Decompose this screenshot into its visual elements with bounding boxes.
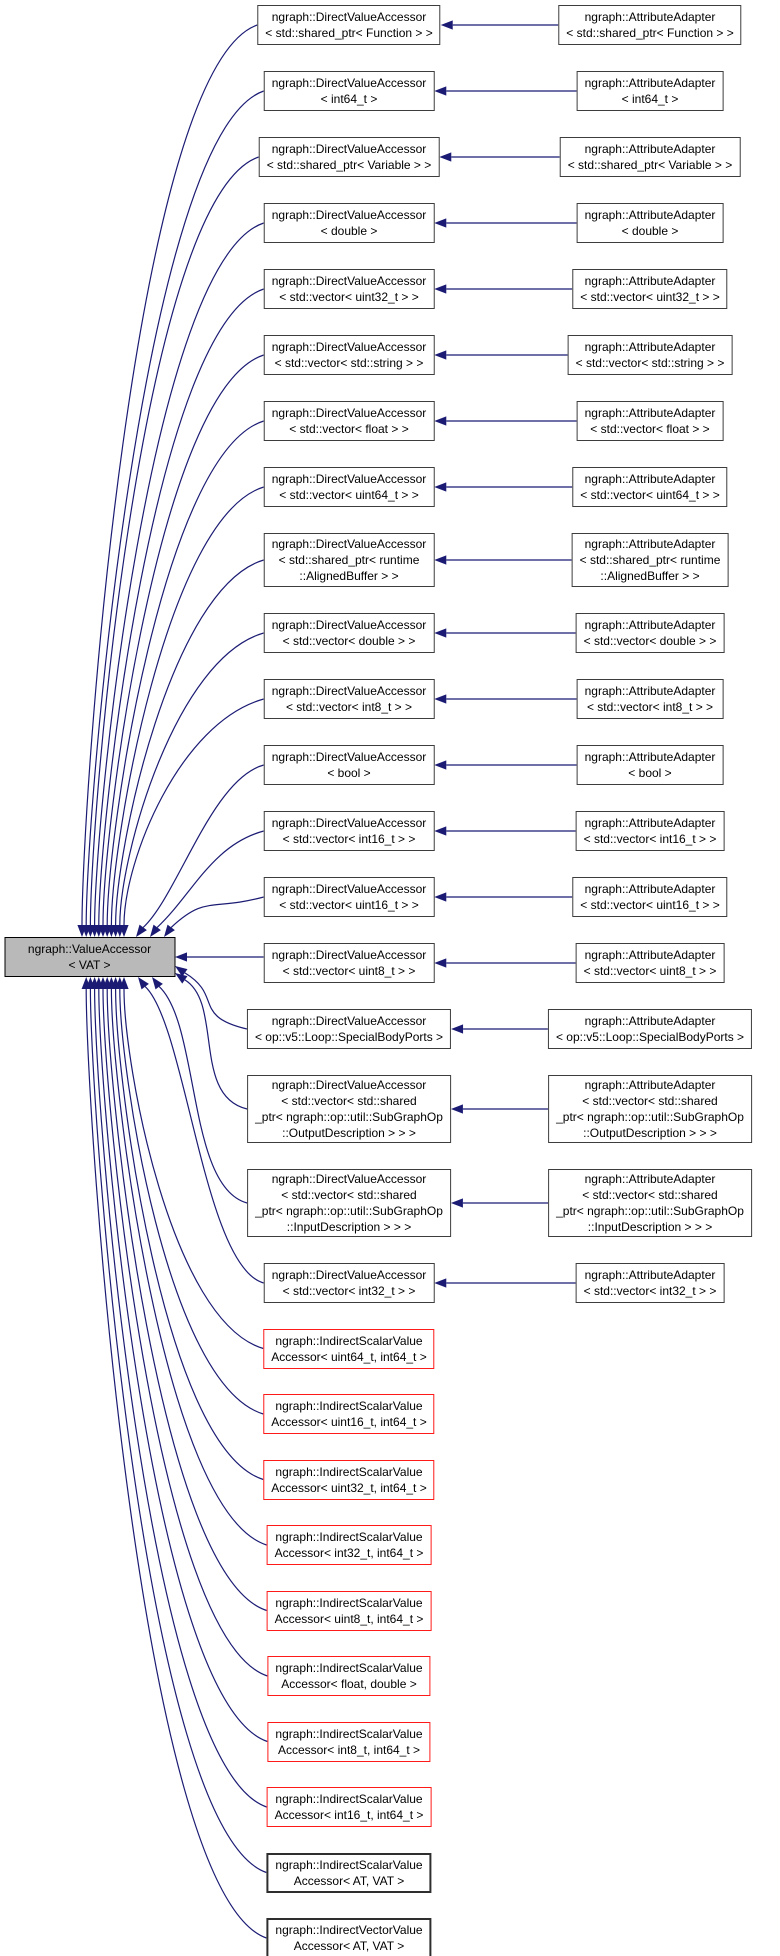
derived-class-node[interactable] bbox=[247, 1009, 451, 1049]
derived-class-node[interactable] bbox=[267, 1787, 432, 1827]
adapter-class-node[interactable] bbox=[577, 71, 724, 111]
derived-class-node[interactable] bbox=[264, 533, 435, 587]
derived-class-node[interactable] bbox=[264, 877, 435, 917]
class-label-line: ngraph::IndirectScalarValue bbox=[275, 1726, 423, 1741]
inheritance-edge bbox=[99, 289, 264, 925]
class-label-line: ngraph::IndirectScalarValue bbox=[275, 1399, 423, 1413]
class-label-line: ngraph::DirectValueAccessor bbox=[271, 208, 427, 222]
class-label-line: < std::vector< uint16_t > > bbox=[580, 898, 720, 912]
adapter-class-node[interactable] bbox=[577, 745, 724, 785]
inheritance-edge bbox=[82, 25, 257, 925]
derived-class-node[interactable] bbox=[267, 1656, 430, 1696]
class-label-line: < op::v5::Loop::SpecialBodyPorts > bbox=[254, 1030, 444, 1044]
adapter-class-node[interactable] bbox=[576, 943, 725, 983]
derived-class-node[interactable] bbox=[264, 269, 435, 309]
class-label-line: < std::vector< uint32_t > > bbox=[580, 290, 720, 304]
derived-class-node[interactable] bbox=[267, 1525, 432, 1565]
inheritance-arrowhead bbox=[439, 152, 451, 161]
root-class-node[interactable] bbox=[4, 937, 175, 977]
class-label-line: < int64_t > bbox=[621, 92, 679, 106]
inheritance-arrowhead bbox=[175, 973, 187, 984]
class-label-line: _ptr< ngraph::op::util::SubGraphOp bbox=[556, 1204, 744, 1218]
class-label-line: ngraph::IndirectScalarValue bbox=[275, 1661, 423, 1675]
class-label-line: < std::shared_ptr< Function > > bbox=[265, 26, 433, 40]
class-label-line: ngraph::DirectValueAccessor bbox=[271, 472, 427, 486]
class-label-line: < std::vector< uint32_t > > bbox=[279, 290, 419, 304]
class-label-line: ::InputDescription > > > bbox=[587, 1220, 713, 1234]
class-label-line: Accessor< AT, VAT > bbox=[293, 1939, 405, 1953]
class-label-line: ngraph::AttributeAdapter bbox=[584, 948, 716, 962]
class-label-line: ngraph::IndirectScalarValue bbox=[275, 1333, 423, 1348]
inheritance-arrowhead bbox=[150, 925, 161, 937]
adapter-class-node[interactable] bbox=[577, 401, 724, 441]
class-label-line: ngraph::AttributeAdapter bbox=[584, 1172, 716, 1186]
derived-class-node[interactable] bbox=[264, 203, 435, 243]
class-label-line: ngraph::AttributeAdapter bbox=[584, 684, 716, 698]
derived-class-node[interactable] bbox=[264, 401, 435, 441]
derived-class-node[interactable] bbox=[264, 1263, 435, 1303]
derived-class-node[interactable] bbox=[267, 1722, 430, 1762]
inheritance-edge bbox=[185, 980, 247, 1109]
class-label-line: ngraph::DirectValueAccessor bbox=[271, 1014, 427, 1028]
class-label-line: Accessor< int32_t, int64_t > bbox=[274, 1546, 424, 1560]
class-label-line: < double > bbox=[320, 224, 378, 238]
class-label-line: ngraph::DirectValueAccessor bbox=[271, 684, 427, 698]
class-label-line: < double > bbox=[621, 224, 679, 238]
inheritance-arrowhead bbox=[451, 1104, 463, 1113]
inheritance-arrowhead bbox=[164, 925, 175, 937]
class-label-line: ngraph::DirectValueAccessor bbox=[271, 142, 427, 156]
inheritance-edge bbox=[90, 157, 258, 925]
class-label-line: < std::vector< std::shared bbox=[582, 1188, 718, 1202]
adapter-class-node[interactable] bbox=[577, 679, 724, 719]
derived-class-node[interactable] bbox=[263, 1460, 434, 1500]
inheritance-arrowhead bbox=[451, 1024, 463, 1033]
class-label-line: < std::vector< int8_t > > bbox=[586, 700, 714, 714]
inheritance-edge bbox=[143, 765, 264, 927]
class-label-line: Accessor< uint32_t, int64_t > bbox=[271, 1480, 427, 1495]
derived-class-node[interactable] bbox=[264, 613, 435, 653]
class-label-line: ngraph::AttributeAdapter bbox=[584, 1078, 716, 1092]
inheritance-arrowhead bbox=[434, 555, 446, 564]
adapter-class-node[interactable] bbox=[548, 1169, 752, 1237]
class-label-line: < std::shared_ptr< Variable > > bbox=[266, 158, 432, 172]
inheritance-edge bbox=[103, 989, 267, 1676]
adapter-class-node[interactable] bbox=[577, 203, 724, 243]
derived-class-node[interactable] bbox=[247, 1169, 451, 1237]
class-label-line: Accessor< float, double > bbox=[281, 1677, 417, 1691]
class-label-line: Accessor< int16_t, int64_t > bbox=[274, 1808, 424, 1822]
derived-class-node[interactable] bbox=[257, 5, 440, 45]
derived-class-node[interactable] bbox=[267, 1591, 432, 1631]
class-label-line: ngraph::AttributeAdapter bbox=[584, 1014, 716, 1028]
adapter-class-node[interactable] bbox=[572, 533, 729, 587]
derived-class-node[interactable] bbox=[264, 71, 435, 111]
class-label-line: < int64_t > bbox=[320, 92, 378, 106]
adapter-class-node[interactable] bbox=[572, 269, 727, 309]
class-label-line: < std::vector< uint64_t > > bbox=[279, 488, 419, 502]
class-label-line: ngraph::AttributeAdapter bbox=[584, 472, 716, 486]
derived-class-node[interactable] bbox=[263, 1394, 434, 1434]
class-label-line: < bool > bbox=[628, 766, 672, 780]
class-label-line: < VAT > bbox=[68, 958, 111, 972]
class-label-line: ngraph::AttributeAdapter bbox=[584, 406, 716, 420]
class-label-line: < std::vector< double > > bbox=[583, 634, 717, 648]
class-label-line: ::AlignedBuffer > > bbox=[600, 569, 700, 583]
inheritance-arrowhead bbox=[434, 1278, 446, 1287]
class-label-line: ngraph::IndirectVectorValue bbox=[275, 1923, 423, 1937]
derived-class-node[interactable] bbox=[264, 335, 435, 375]
inheritance-edge bbox=[103, 355, 264, 925]
class-label-line: ::OutputDescription > > > bbox=[583, 1126, 717, 1140]
class-label-line: Accessor< uint8_t, int64_t > bbox=[274, 1611, 424, 1626]
class-label-line: < std::vector< int16_t > > bbox=[583, 832, 717, 846]
adapter-class-node[interactable] bbox=[558, 5, 741, 45]
class-label-line: < std::vector< std::shared bbox=[281, 1094, 417, 1108]
inheritance-arrowhead bbox=[434, 892, 446, 901]
inheritance-edge bbox=[159, 987, 247, 1203]
inheritance-arrowhead bbox=[434, 760, 446, 769]
adapter-class-node[interactable] bbox=[576, 613, 725, 653]
inheritance-edge bbox=[124, 699, 264, 925]
adapter-class-node[interactable] bbox=[576, 811, 725, 851]
class-label-line: ngraph::ValueAccessor bbox=[27, 942, 152, 956]
class-label-line: < std::vector< std::string > > bbox=[575, 356, 725, 370]
inheritance-arrowhead bbox=[136, 925, 147, 937]
class-label-line: < std::vector< double > > bbox=[282, 634, 416, 648]
inheritance-edge bbox=[95, 989, 267, 1807]
class-label-line: < std::vector< int32_t > > bbox=[583, 1284, 717, 1298]
class-label-line: < std::vector< int32_t > > bbox=[282, 1284, 416, 1298]
class-label-line: ngraph::AttributeAdapter bbox=[584, 340, 716, 354]
class-label-line: ngraph::DirectValueAccessor bbox=[271, 1268, 427, 1282]
class-label-line: ngraph::IndirectScalarValue bbox=[275, 1792, 423, 1806]
class-label-line: < std::vector< std::shared bbox=[582, 1094, 718, 1108]
inheritance-arrowhead bbox=[441, 20, 453, 29]
inheritance-edge bbox=[171, 897, 264, 927]
class-label-line: ngraph::AttributeAdapter bbox=[584, 10, 716, 24]
derived-class-node[interactable] bbox=[264, 467, 435, 507]
inheritance-arrowhead bbox=[152, 977, 163, 989]
class-label-line: ngraph::DirectValueAccessor bbox=[271, 274, 427, 288]
class-label-line: < std::shared_ptr< Variable > > bbox=[567, 158, 733, 172]
class-label-line: Accessor< uint64_t, int64_t > bbox=[271, 1349, 427, 1364]
adapter-class-node[interactable] bbox=[576, 1263, 725, 1303]
class-label-line: _ptr< ngraph::op::util::SubGraphOp bbox=[255, 1204, 443, 1218]
class-label-line: ngraph::DirectValueAccessor bbox=[271, 618, 427, 632]
class-label-line: < std::vector< int8_t > > bbox=[285, 700, 413, 714]
class-label-line: ngraph::AttributeAdapter bbox=[584, 274, 716, 288]
class-label-line: ngraph::DirectValueAccessor bbox=[271, 340, 427, 354]
adapter-class-node[interactable] bbox=[560, 137, 741, 177]
inheritance-arrowhead bbox=[434, 416, 446, 425]
class-label-line: ngraph::DirectValueAccessor bbox=[271, 537, 427, 551]
adapter-class-node[interactable] bbox=[548, 1009, 752, 1049]
inheritance-arrowhead bbox=[434, 628, 446, 637]
inheritance-arrowhead bbox=[138, 977, 149, 989]
class-label-line: ngraph::DirectValueAccessor bbox=[271, 882, 427, 896]
inheritance-arrowhead bbox=[434, 482, 446, 491]
inheritance-edge bbox=[124, 989, 263, 1349]
inheritance-arrowhead bbox=[434, 218, 446, 227]
class-label-line: ngraph::AttributeAdapter bbox=[584, 1268, 716, 1282]
class-label-line: ngraph::IndirectScalarValue bbox=[275, 1464, 423, 1479]
inheritance-edge bbox=[111, 487, 263, 925]
class-label-line: < std::shared_ptr< runtime bbox=[278, 553, 420, 567]
class-label-line: ngraph::AttributeAdapter bbox=[584, 76, 716, 90]
class-label-line: < std::vector< uint8_t > > bbox=[282, 964, 416, 978]
derived-class-node[interactable] bbox=[264, 679, 435, 719]
class-label-line: < bool > bbox=[327, 766, 371, 780]
class-label-line: _ptr< ngraph::op::util::SubGraphOp bbox=[255, 1110, 443, 1124]
adapter-class-node[interactable] bbox=[568, 335, 733, 375]
class-label-line: ngraph::DirectValueAccessor bbox=[271, 406, 427, 420]
inheritance-edge bbox=[185, 973, 247, 1029]
class-label-line: < std::vector< uint16_t > > bbox=[279, 898, 419, 912]
class-label-line: ngraph::IndirectScalarValue bbox=[275, 1530, 423, 1544]
class-label-line: ngraph::DirectValueAccessor bbox=[271, 816, 427, 830]
class-label-line: ngraph::AttributeAdapter bbox=[584, 142, 716, 156]
class-label-line: ngraph::AttributeAdapter bbox=[584, 816, 716, 830]
inheritance-arrowhead bbox=[434, 350, 446, 359]
class-label-line: < std::vector< uint64_t > > bbox=[580, 488, 720, 502]
class-label-line: ::InputDescription > > > bbox=[286, 1220, 412, 1234]
class-label-line: < std::vector< int16_t > > bbox=[282, 832, 416, 846]
derived-class-node[interactable] bbox=[266, 1853, 431, 1893]
class-label-line: < std::shared_ptr< Function > > bbox=[566, 26, 734, 40]
class-label-line: < std::vector< std::string > > bbox=[274, 356, 424, 370]
class-label-line: Accessor< uint16_t, int64_t > bbox=[271, 1415, 427, 1429]
derived-class-node[interactable] bbox=[266, 1918, 431, 1956]
inheritance-arrowhead bbox=[434, 86, 446, 95]
class-label-line: ngraph::IndirectScalarValue bbox=[275, 1857, 423, 1872]
class-label-line: ::OutputDescription > > > bbox=[282, 1126, 416, 1140]
derived-class-node[interactable] bbox=[247, 1075, 451, 1143]
class-label-line: ngraph::DirectValueAccessor bbox=[271, 750, 427, 764]
inheritance-arrowhead bbox=[451, 1198, 463, 1207]
inheritance-edge bbox=[116, 989, 264, 1480]
derived-class-node[interactable] bbox=[259, 137, 440, 177]
derived-class-node[interactable] bbox=[264, 745, 435, 785]
adapter-class-node[interactable] bbox=[548, 1075, 752, 1143]
inheritance-arrowhead bbox=[434, 826, 446, 835]
class-label-line: ngraph::DirectValueAccessor bbox=[271, 948, 427, 962]
derived-class-node[interactable] bbox=[264, 811, 435, 851]
class-label-line: ngraph::DirectValueAccessor bbox=[271, 76, 427, 90]
derived-class-node[interactable] bbox=[264, 943, 435, 983]
class-label-line: ngraph::AttributeAdapter bbox=[584, 208, 716, 222]
adapter-class-node[interactable] bbox=[572, 467, 727, 507]
class-label-line: < std::vector< uint8_t > > bbox=[583, 964, 717, 978]
class-label-line: < std::vector< float > > bbox=[590, 422, 710, 436]
class-label-line: ngraph::DirectValueAccessor bbox=[271, 1172, 427, 1186]
inheritance-arrowhead bbox=[434, 694, 446, 703]
class-label-line: ngraph::AttributeAdapter bbox=[584, 750, 716, 764]
inheritance-arrowhead bbox=[434, 958, 446, 967]
class-label-line: ngraph::AttributeAdapter bbox=[584, 537, 716, 551]
class-label-line: < op::v5::Loop::SpecialBodyPorts > bbox=[555, 1030, 745, 1044]
inheritance-arrowhead bbox=[175, 952, 187, 961]
inheritance-arrowhead bbox=[434, 284, 446, 293]
adapter-class-node[interactable] bbox=[572, 877, 727, 917]
class-label-line: Accessor< int8_t, int64_t > bbox=[277, 1742, 421, 1757]
class-label-line: ngraph::DirectValueAccessor bbox=[271, 1078, 427, 1092]
class-label-line: ::AlignedBuffer > > bbox=[299, 569, 399, 583]
class-label-line: ngraph::AttributeAdapter bbox=[584, 618, 716, 632]
inheritance-edge bbox=[86, 989, 266, 1938]
class-label-line: ngraph::AttributeAdapter bbox=[584, 882, 716, 896]
class-label-line: Accessor< AT, VAT > bbox=[293, 1873, 405, 1888]
class-label-line: _ptr< ngraph::op::util::SubGraphOp bbox=[556, 1110, 744, 1124]
class-label-line: ngraph::IndirectScalarValue bbox=[275, 1595, 423, 1610]
class-label-line: ngraph::DirectValueAccessor bbox=[271, 10, 427, 24]
inheritance-edge bbox=[157, 831, 264, 927]
class-label-line: < std::vector< std::shared bbox=[281, 1188, 417, 1202]
class-label-line: < std::vector< float > > bbox=[289, 422, 409, 436]
derived-class-node[interactable] bbox=[263, 1329, 434, 1369]
class-label-line: < std::shared_ptr< runtime bbox=[579, 553, 721, 567]
